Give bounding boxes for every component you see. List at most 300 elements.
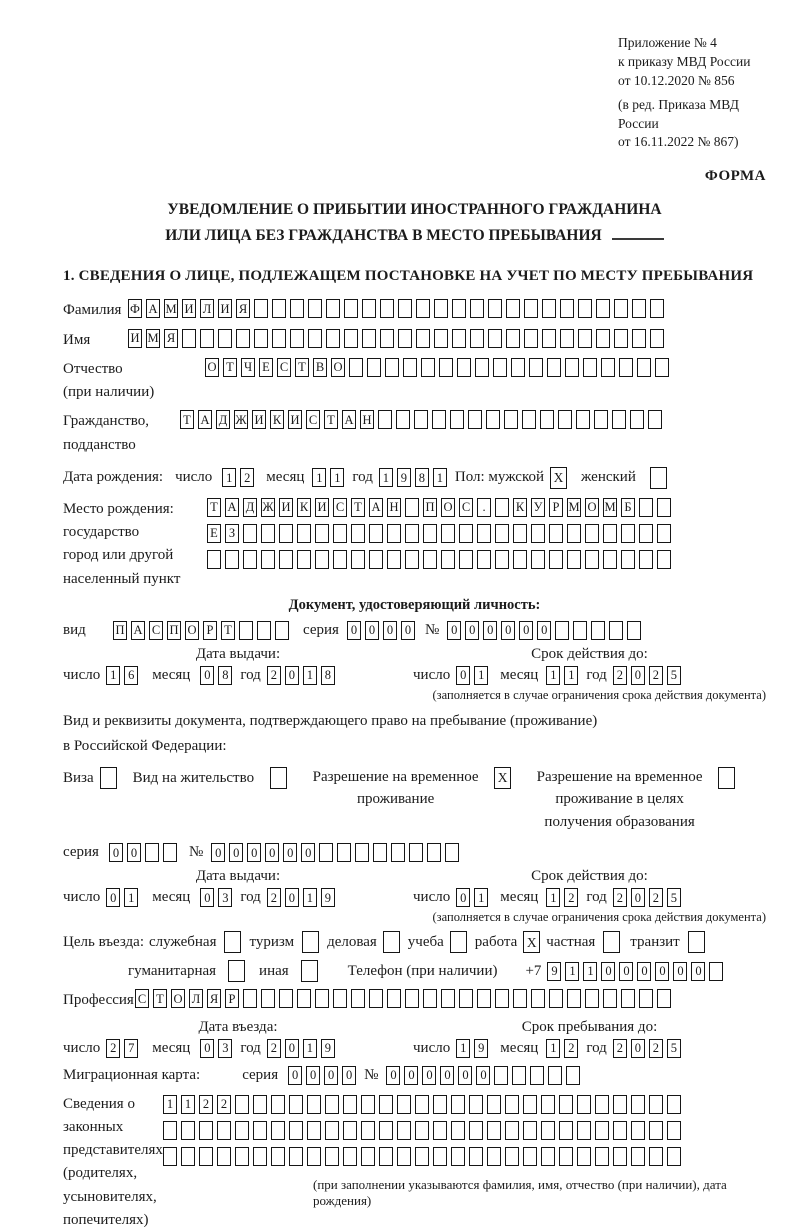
form-cell[interactable] [333, 550, 347, 569]
form-cell[interactable]: 0 [537, 621, 551, 640]
form-cell[interactable] [272, 299, 286, 318]
form-cell[interactable] [631, 1121, 645, 1140]
form-cell[interactable]: Т [351, 498, 365, 517]
form-cell[interactable] [163, 843, 177, 862]
checkbox-cell[interactable] [270, 767, 287, 789]
checkbox-cell[interactable]: X [523, 931, 540, 953]
form-cell[interactable] [452, 299, 466, 318]
form-cell[interactable]: 5 [667, 1039, 681, 1058]
form-cell[interactable] [583, 358, 597, 377]
form-cell[interactable] [344, 329, 358, 348]
form-cell[interactable] [415, 1121, 429, 1140]
form-cell[interactable] [667, 1121, 681, 1140]
form-cell[interactable] [416, 329, 430, 348]
form-cell[interactable]: А [198, 410, 212, 429]
form-cell[interactable] [378, 410, 392, 429]
form-cell[interactable] [289, 1095, 303, 1114]
form-cell[interactable] [540, 410, 554, 429]
form-cell[interactable] [315, 989, 329, 1008]
form-cell[interactable]: А [369, 498, 383, 517]
form-cell[interactable] [307, 1121, 321, 1140]
form-cell[interactable]: 0 [422, 1066, 436, 1085]
form-cell[interactable] [421, 358, 435, 377]
form-cell[interactable] [488, 299, 502, 318]
form-cell[interactable]: С [277, 358, 291, 377]
form-cell[interactable]: Т [221, 621, 235, 640]
form-cell[interactable] [487, 1121, 501, 1140]
form-cell[interactable]: 0 [285, 666, 299, 685]
form-cell[interactable]: Т [223, 358, 237, 377]
form-cell[interactable] [236, 329, 250, 348]
form-cell[interactable] [225, 550, 239, 569]
form-cell[interactable]: 0 [200, 888, 214, 907]
form-cell[interactable] [559, 1121, 573, 1140]
form-cell[interactable] [567, 524, 581, 543]
form-cell[interactable] [657, 498, 671, 517]
form-cell[interactable] [637, 358, 651, 377]
form-cell[interactable]: 0 [619, 962, 633, 981]
form-cell[interactable]: 2 [564, 888, 578, 907]
form-cell[interactable]: М [567, 498, 581, 517]
form-cell[interactable]: 1 [106, 666, 120, 685]
form-cell[interactable]: 2 [240, 468, 254, 487]
form-cell[interactable] [451, 1121, 465, 1140]
form-cell[interactable] [477, 550, 491, 569]
form-cell[interactable]: 2 [613, 1039, 627, 1058]
form-cell[interactable] [632, 329, 646, 348]
form-cell[interactable] [578, 329, 592, 348]
form-cell[interactable] [163, 1121, 177, 1140]
form-cell[interactable] [441, 524, 455, 543]
form-cell[interactable] [655, 358, 669, 377]
form-cell[interactable]: 2 [199, 1095, 213, 1114]
form-cell[interactable] [349, 358, 363, 377]
form-cell[interactable] [398, 299, 412, 318]
form-cell[interactable] [495, 498, 509, 517]
form-cell[interactable] [261, 550, 275, 569]
form-cell[interactable] [261, 524, 275, 543]
form-cell[interactable] [596, 299, 610, 318]
form-cell[interactable] [594, 410, 608, 429]
form-cell[interactable] [459, 989, 473, 1008]
form-cell[interactable] [355, 843, 369, 862]
form-cell[interactable] [397, 1121, 411, 1140]
form-cell[interactable]: О [585, 498, 599, 517]
form-cell[interactable] [477, 989, 491, 1008]
form-cell[interactable]: А [342, 410, 356, 429]
form-cell[interactable] [398, 329, 412, 348]
form-cell[interactable] [567, 989, 581, 1008]
form-cell[interactable]: 0 [285, 1039, 299, 1058]
form-cell[interactable] [523, 1095, 537, 1114]
form-cell[interactable] [254, 299, 268, 318]
form-cell[interactable] [182, 329, 196, 348]
form-cell[interactable] [439, 358, 453, 377]
form-cell[interactable] [218, 329, 232, 348]
form-cell[interactable] [511, 358, 525, 377]
form-cell[interactable] [290, 299, 304, 318]
form-cell[interactable]: О [205, 358, 219, 377]
form-cell[interactable] [603, 989, 617, 1008]
form-cell[interactable] [506, 299, 520, 318]
form-cell[interactable]: 0 [631, 888, 645, 907]
form-cell[interactable]: 1 [303, 666, 317, 685]
form-cell[interactable]: 7 [124, 1039, 138, 1058]
form-cell[interactable] [522, 410, 536, 429]
form-cell[interactable]: 0 [247, 843, 261, 862]
checkbox-cell[interactable] [603, 931, 620, 953]
form-cell[interactable] [639, 498, 653, 517]
form-cell[interactable] [235, 1121, 249, 1140]
form-cell[interactable]: 8 [218, 666, 232, 685]
form-cell[interactable] [145, 843, 159, 862]
form-cell[interactable] [257, 621, 271, 640]
form-cell[interactable] [459, 524, 473, 543]
form-cell[interactable] [603, 550, 617, 569]
form-cell[interactable]: Н [387, 498, 401, 517]
form-cell[interactable] [200, 329, 214, 348]
form-cell[interactable] [529, 358, 543, 377]
form-cell[interactable]: 0 [519, 621, 533, 640]
checkbox-cell[interactable] [301, 960, 318, 982]
form-cell[interactable]: 0 [637, 962, 651, 981]
form-cell[interactable]: Я [164, 329, 178, 348]
form-cell[interactable] [667, 1095, 681, 1114]
form-cell[interactable] [434, 299, 448, 318]
form-cell[interactable] [576, 410, 590, 429]
form-cell[interactable] [308, 299, 322, 318]
form-cell[interactable]: 2 [267, 1039, 281, 1058]
form-cell[interactable] [495, 989, 509, 1008]
form-cell[interactable] [271, 1121, 285, 1140]
form-cell[interactable]: 0 [655, 962, 669, 981]
form-cell[interactable]: С [459, 498, 473, 517]
form-cell[interactable] [486, 410, 500, 429]
form-cell[interactable] [650, 329, 664, 348]
form-cell[interactable] [619, 358, 633, 377]
form-cell[interactable]: З [225, 524, 239, 543]
form-cell[interactable] [369, 989, 383, 1008]
form-cell[interactable]: 0 [200, 666, 214, 685]
form-cell[interactable] [361, 1095, 375, 1114]
form-cell[interactable]: 3 [218, 1039, 232, 1058]
form-cell[interactable]: 9 [321, 1039, 335, 1058]
form-cell[interactable]: 0 [458, 1066, 472, 1085]
form-cell[interactable]: 0 [483, 621, 497, 640]
form-cell[interactable]: И [315, 498, 329, 517]
form-cell[interactable]: 9 [474, 1039, 488, 1058]
form-cell[interactable]: 0 [109, 843, 123, 862]
form-cell[interactable] [433, 1095, 447, 1114]
form-cell[interactable]: 0 [631, 666, 645, 685]
form-cell[interactable] [547, 358, 561, 377]
form-cell[interactable]: И [218, 299, 232, 318]
form-cell[interactable]: 0 [285, 888, 299, 907]
form-cell[interactable]: С [333, 498, 347, 517]
form-cell[interactable]: 0 [404, 1066, 418, 1085]
form-cell[interactable] [530, 1066, 544, 1085]
form-cell[interactable]: Р [225, 989, 239, 1008]
form-cell[interactable] [307, 1095, 321, 1114]
form-cell[interactable]: П [167, 621, 181, 640]
form-cell[interactable] [603, 524, 617, 543]
form-cell[interactable] [235, 1095, 249, 1114]
form-cell[interactable] [505, 1095, 519, 1114]
form-cell[interactable]: 0 [673, 962, 687, 981]
form-cell[interactable] [578, 299, 592, 318]
form-cell[interactable] [585, 524, 599, 543]
form-cell[interactable]: 0 [342, 1066, 356, 1085]
form-cell[interactable]: 9 [547, 962, 561, 981]
form-cell[interactable]: С [306, 410, 320, 429]
form-cell[interactable] [297, 524, 311, 543]
form-cell[interactable] [441, 989, 455, 1008]
checkbox-cell[interactable] [100, 767, 117, 789]
form-cell[interactable] [434, 329, 448, 348]
form-cell[interactable] [326, 299, 340, 318]
form-cell[interactable] [531, 524, 545, 543]
checkbox-cell[interactable] [302, 931, 319, 953]
form-cell[interactable]: 5 [667, 666, 681, 685]
form-cell[interactable]: М [603, 498, 617, 517]
form-cell[interactable] [585, 989, 599, 1008]
form-cell[interactable] [639, 524, 653, 543]
form-cell[interactable]: 3 [218, 888, 232, 907]
form-cell[interactable]: Б [621, 498, 635, 517]
form-cell[interactable]: Н [360, 410, 374, 429]
form-cell[interactable]: О [331, 358, 345, 377]
form-cell[interactable] [542, 299, 556, 318]
checkbox-cell[interactable] [718, 767, 735, 789]
form-cell[interactable] [362, 299, 376, 318]
form-cell[interactable]: 0 [501, 621, 515, 640]
form-cell[interactable] [427, 843, 441, 862]
form-cell[interactable]: 5 [667, 888, 681, 907]
form-cell[interactable]: 1 [222, 468, 236, 487]
form-cell[interactable]: 0 [476, 1066, 490, 1085]
form-cell[interactable] [531, 989, 545, 1008]
form-cell[interactable] [423, 989, 437, 1008]
form-cell[interactable] [506, 329, 520, 348]
form-cell[interactable]: 0 [631, 1039, 645, 1058]
form-cell[interactable] [541, 1095, 555, 1114]
form-cell[interactable] [367, 358, 381, 377]
form-cell[interactable] [343, 1121, 357, 1140]
form-cell[interactable] [470, 329, 484, 348]
form-cell[interactable]: И [279, 498, 293, 517]
form-cell[interactable] [470, 299, 484, 318]
form-cell[interactable] [639, 989, 653, 1008]
form-cell[interactable] [387, 989, 401, 1008]
form-cell[interactable]: 1 [124, 888, 138, 907]
form-cell[interactable] [549, 989, 563, 1008]
form-cell[interactable] [396, 410, 410, 429]
form-cell[interactable]: К [270, 410, 284, 429]
form-cell[interactable]: 0 [440, 1066, 454, 1085]
form-cell[interactable]: 1 [163, 1095, 177, 1114]
checkbox-cell[interactable] [688, 931, 705, 953]
form-cell[interactable]: Т [153, 989, 167, 1008]
form-cell[interactable] [289, 1121, 303, 1140]
form-cell[interactable] [343, 1095, 357, 1114]
form-cell[interactable] [657, 550, 671, 569]
form-cell[interactable] [549, 550, 563, 569]
form-cell[interactable]: Т [324, 410, 338, 429]
form-cell[interactable]: 1 [546, 1039, 560, 1058]
form-cell[interactable]: 1 [433, 468, 447, 487]
form-cell[interactable]: 1 [181, 1095, 195, 1114]
form-cell[interactable] [542, 329, 556, 348]
form-cell[interactable]: М [146, 329, 160, 348]
form-cell[interactable]: 0 [324, 1066, 338, 1085]
form-cell[interactable]: П [423, 498, 437, 517]
form-cell[interactable] [253, 1121, 267, 1140]
form-cell[interactable]: 1 [546, 666, 560, 685]
form-cell[interactable] [631, 1095, 645, 1114]
form-cell[interactable] [513, 524, 527, 543]
form-cell[interactable] [361, 1121, 375, 1140]
checkbox-cell[interactable] [450, 931, 467, 953]
form-cell[interactable]: 1 [564, 666, 578, 685]
form-cell[interactable]: 2 [613, 888, 627, 907]
form-cell[interactable]: 2 [564, 1039, 578, 1058]
form-cell[interactable]: 0 [301, 843, 315, 862]
form-cell[interactable]: 0 [283, 843, 297, 862]
form-cell[interactable] [217, 1121, 231, 1140]
form-cell[interactable] [290, 329, 304, 348]
form-cell[interactable] [272, 329, 286, 348]
form-cell[interactable] [308, 329, 322, 348]
form-cell[interactable]: О [171, 989, 185, 1008]
form-cell[interactable] [405, 550, 419, 569]
form-cell[interactable] [445, 843, 459, 862]
form-cell[interactable] [433, 1121, 447, 1140]
form-cell[interactable] [405, 524, 419, 543]
checkbox-cell[interactable]: X [550, 467, 567, 489]
form-cell[interactable] [488, 329, 502, 348]
form-cell[interactable] [577, 1121, 591, 1140]
form-cell[interactable] [495, 524, 509, 543]
form-cell[interactable]: 2 [267, 888, 281, 907]
form-cell[interactable]: Р [203, 621, 217, 640]
form-cell[interactable]: 9 [321, 888, 335, 907]
form-cell[interactable] [469, 1121, 483, 1140]
form-cell[interactable] [239, 621, 253, 640]
checkbox-cell[interactable] [228, 960, 245, 982]
form-cell[interactable] [333, 989, 347, 1008]
form-cell[interactable]: 8 [321, 666, 335, 685]
form-cell[interactable]: 0 [288, 1066, 302, 1085]
form-cell[interactable]: А [131, 621, 145, 640]
form-cell[interactable] [468, 410, 482, 429]
form-cell[interactable] [591, 621, 605, 640]
form-cell[interactable]: 1 [456, 1039, 470, 1058]
form-cell[interactable]: 0 [456, 666, 470, 685]
form-cell[interactable] [487, 1095, 501, 1114]
form-cell[interactable]: Л [200, 299, 214, 318]
form-cell[interactable] [333, 524, 347, 543]
form-cell[interactable] [261, 989, 275, 1008]
form-cell[interactable] [451, 1095, 465, 1114]
form-cell[interactable]: Я [236, 299, 250, 318]
form-cell[interactable]: 0 [306, 1066, 320, 1085]
form-cell[interactable]: С [149, 621, 163, 640]
form-cell[interactable]: Е [207, 524, 221, 543]
form-cell[interactable] [351, 989, 365, 1008]
form-cell[interactable]: П [113, 621, 127, 640]
form-cell[interactable] [450, 410, 464, 429]
form-cell[interactable] [512, 1066, 526, 1085]
form-cell[interactable] [494, 1066, 508, 1085]
form-cell[interactable]: И [288, 410, 302, 429]
form-cell[interactable] [523, 1121, 537, 1140]
form-cell[interactable]: 1 [330, 468, 344, 487]
form-cell[interactable]: 1 [303, 888, 317, 907]
form-cell[interactable] [207, 550, 221, 569]
form-cell[interactable] [560, 329, 574, 348]
form-cell[interactable]: 0 [229, 843, 243, 862]
form-cell[interactable] [452, 329, 466, 348]
form-cell[interactable] [560, 299, 574, 318]
form-cell[interactable] [585, 550, 599, 569]
form-cell[interactable] [614, 299, 628, 318]
form-cell[interactable] [505, 1121, 519, 1140]
form-cell[interactable]: 0 [386, 1066, 400, 1085]
form-cell[interactable] [648, 410, 662, 429]
form-cell[interactable] [279, 550, 293, 569]
form-cell[interactable] [279, 524, 293, 543]
form-cell[interactable] [573, 621, 587, 640]
form-cell[interactable] [243, 989, 257, 1008]
form-cell[interactable] [612, 410, 626, 429]
checkbox-cell[interactable]: X [494, 767, 511, 789]
form-cell[interactable] [614, 329, 628, 348]
form-cell[interactable] [495, 550, 509, 569]
form-cell[interactable] [577, 1095, 591, 1114]
form-cell[interactable] [344, 299, 358, 318]
form-cell[interactable]: 0 [200, 1039, 214, 1058]
form-cell[interactable] [243, 550, 257, 569]
form-cell[interactable]: Д [243, 498, 257, 517]
form-cell[interactable] [632, 299, 646, 318]
form-cell[interactable]: В [313, 358, 327, 377]
form-cell[interactable] [524, 329, 538, 348]
form-cell[interactable]: 1 [303, 1039, 317, 1058]
form-cell[interactable] [369, 550, 383, 569]
form-cell[interactable]: 0 [465, 621, 479, 640]
form-cell[interactable]: 0 [383, 621, 397, 640]
form-cell[interactable]: 0 [365, 621, 379, 640]
form-cell[interactable] [649, 1121, 663, 1140]
form-cell[interactable] [601, 358, 615, 377]
form-cell[interactable] [555, 621, 569, 640]
form-cell[interactable]: 0 [456, 888, 470, 907]
form-cell[interactable] [432, 410, 446, 429]
form-cell[interactable] [380, 329, 394, 348]
form-cell[interactable] [416, 299, 430, 318]
form-cell[interactable]: А [146, 299, 160, 318]
form-cell[interactable]: Д [216, 410, 230, 429]
form-cell[interactable] [459, 550, 473, 569]
form-cell[interactable]: 0 [601, 962, 615, 981]
checkbox-cell[interactable] [224, 931, 241, 953]
form-cell[interactable] [709, 962, 723, 981]
form-cell[interactable]: Л [189, 989, 203, 1008]
form-cell[interactable] [549, 524, 563, 543]
form-cell[interactable] [649, 1095, 663, 1114]
form-cell[interactable] [362, 329, 376, 348]
form-cell[interactable] [504, 410, 518, 429]
